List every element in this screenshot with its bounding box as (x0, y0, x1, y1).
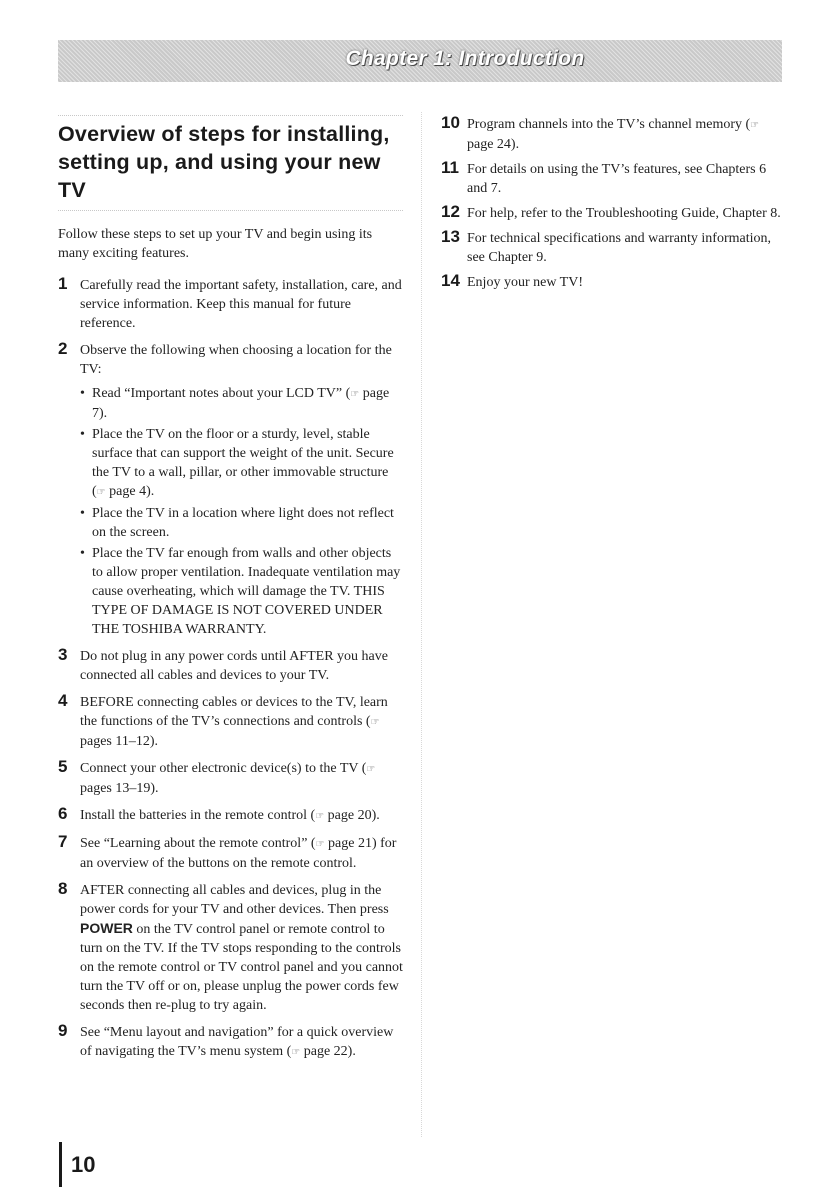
step-text: BEFORE connecting cables or devices to the TV, learn the functions of the TV’s connections and controls ( (80, 695, 388, 729)
hand-pointing-icon: ☞ (96, 487, 106, 498)
step-text: See “Learning about the remote control” ( (80, 836, 316, 851)
step-text: For help, refer to the Troubleshooting Guide, Chapter 8. (467, 206, 781, 221)
step-number: 11 (441, 158, 459, 177)
step-number: 6 (58, 804, 68, 823)
step-5 (58, 759, 403, 798)
location-bullet-list (80, 384, 403, 639)
hand-pointing-icon: ☞ (370, 717, 380, 728)
bullet-item (80, 384, 403, 423)
step-13 (441, 229, 786, 267)
step-text: Carefully read the important safety, installation, care, and service information. Keep this manual for future reference. (80, 278, 402, 331)
page-reference: page 20). (327, 808, 380, 823)
bullet-icon: • (80, 386, 85, 401)
hand-pointing-icon: ☞ (350, 389, 360, 400)
step-text: Connect your other electronic device(s) to the TV ( (80, 761, 367, 776)
step-number: 7 (58, 832, 68, 851)
step-text: Enjoy your new TV! (467, 275, 583, 290)
step-number: 12 (441, 202, 460, 221)
step-number: 14 (441, 271, 460, 290)
step-number: 3 (58, 645, 68, 664)
step-number: 9 (58, 1021, 68, 1040)
section-title: Overview of steps for installing, setting up, and using your new TV (58, 115, 403, 211)
step-text: Do not plug in any power cords until AFTER you have connected all cables and devices to your TV. (80, 649, 388, 683)
step-8 (58, 881, 403, 1015)
step-number: 5 (58, 757, 68, 776)
hand-pointing-icon: ☞ (315, 839, 325, 850)
step-number: 2 (58, 339, 68, 358)
chapter-banner (58, 40, 782, 82)
bullet-text: Place the TV far enough from walls and other objects to allow proper ventilation. Inadequate ventilation may cause overheating, which will damage the TV. THIS TYPE OF DAMAGE IS NOT COVERED UNDER THE TOSHIBA WARRANTY. (92, 546, 401, 637)
step-number: 4 (58, 691, 68, 710)
step-text: For technical specifications and warranty information, see Chapter 9. (467, 231, 772, 265)
bullet-text: Place the TV on the floor or a sturdy, level, stable surface that can support the weight of the unit. Secure the TV to a wall, pillar, or other immovable structure ( (92, 427, 394, 499)
step-10 (441, 115, 786, 154)
step-number: 13 (441, 227, 460, 246)
page-reference: page 24). (467, 137, 520, 152)
page-reference: pages 11–12). (80, 734, 159, 749)
column-divider (421, 112, 422, 1137)
step-12 (441, 204, 786, 223)
hand-pointing-icon: ☞ (315, 811, 325, 822)
bullet-item (80, 504, 403, 542)
page-number: 10 (71, 1152, 96, 1177)
step-number: 8 (58, 879, 68, 898)
power-button-label: POWER (80, 920, 133, 936)
page-reference: page 21) for an overview of the buttons on the remote control. (80, 836, 397, 871)
page-reference: pages 13–19). (80, 781, 159, 796)
bullet-text: Place the TV in a location where light does not reflect on the screen. (92, 506, 394, 540)
step-number: 1 (58, 274, 68, 293)
step-4 (58, 693, 403, 751)
bullet-item (80, 544, 403, 639)
step-3 (58, 647, 403, 685)
hand-pointing-icon: ☞ (366, 764, 376, 775)
chapter-title: Chapter 1: Introduction (345, 47, 585, 70)
page-reference: page 7). (92, 386, 390, 421)
step-text: Program channels into the TV’s channel memory ( (467, 117, 751, 132)
step-text: Install the batteries in the remote control ( (80, 808, 316, 823)
step-9 (58, 1023, 403, 1062)
bullet-icon: • (80, 506, 85, 521)
intro-paragraph: Follow these steps to set up your TV and begin using its many exciting features. (58, 227, 373, 261)
step-7 (58, 834, 403, 873)
step-11 (441, 160, 786, 198)
step-text: AFTER connecting all cables and devices, plug in the power cords for your TV and other devices. Then press (80, 883, 389, 917)
step-text-continued: on the TV control panel or remote control to turn on the TV. If the TV stops responding to the controls on the remote control or TV control panel and you cannot turn the TV off or on, please unplug the power cords few seconds then re-plug to try again. (80, 922, 403, 1013)
step-14 (441, 273, 786, 292)
right-column (441, 115, 786, 298)
step-1 (58, 276, 403, 333)
hand-pointing-icon: ☞ (291, 1047, 301, 1058)
hand-pointing-icon: ☞ (750, 120, 760, 131)
bullet-icon: • (80, 427, 85, 442)
step-text: For details on using the TV’s features, see Chapters 6 and 7. (467, 162, 767, 196)
step-text: Observe the following when choosing a location for the TV: (80, 343, 392, 377)
step-text: See “Menu layout and navigation” for a quick overview of navigating the TV’s menu system ( (80, 1025, 394, 1059)
bullet-text: Read “Important notes about your LCD TV” ( (92, 386, 351, 401)
left-column (58, 115, 403, 1070)
bullet-item (80, 425, 403, 502)
step-6 (58, 806, 403, 826)
page-reference: page 22). (303, 1044, 356, 1059)
step-number: 10 (441, 113, 460, 132)
footer-bar (59, 1142, 62, 1187)
page-reference: page 4). (109, 484, 155, 499)
step-2 (58, 341, 403, 639)
bullet-icon: • (80, 546, 85, 561)
